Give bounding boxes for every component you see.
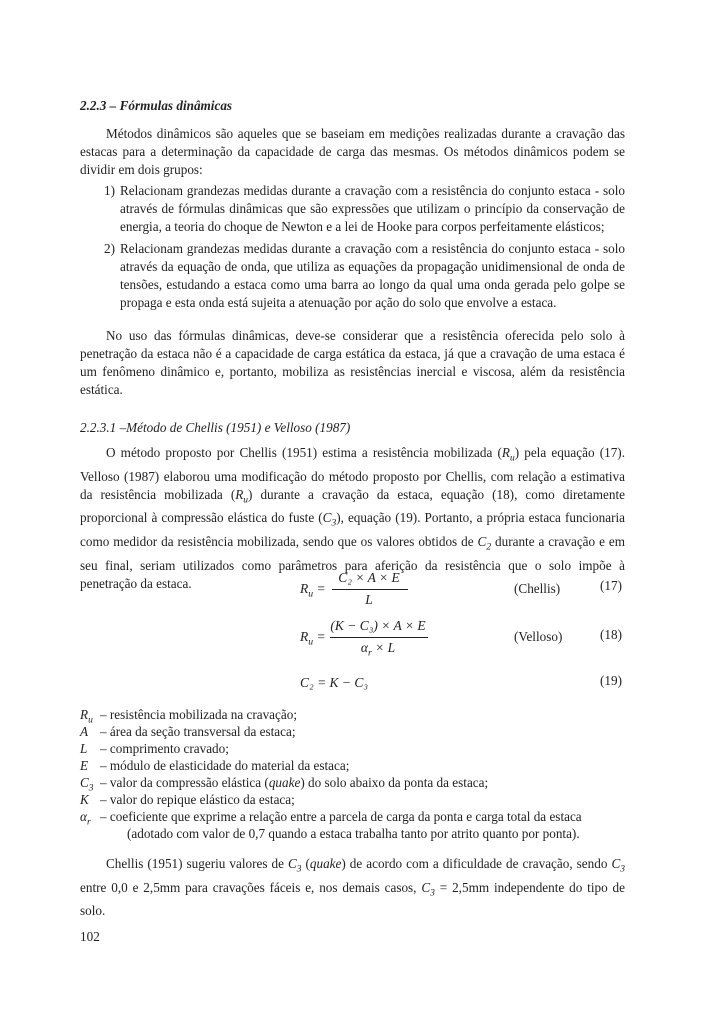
eq18-lhs: $R_u$ = — [300, 629, 326, 648]
definition-item — [80, 774, 625, 794]
quake-term: quake — [309, 856, 342, 871]
list-item-number: 2) — [104, 241, 115, 256]
symbol-c3: $C_3$ — [322, 510, 337, 529]
text-run: ), equação (19). Portanto, a própria estaca funcionaria como medidor da resistência mobilizada, sendo que os valores obtidos de — [80, 510, 625, 549]
eq18-denominator: $\alpha_r \times L$ — [360, 640, 396, 659]
intro-paragraph: Métodos dinâmicos são aqueles que se baseiam em medições realizadas durante a cravação das estacas para a determinação da capacidade de carga das mesmas. Os métodos dinâmicos podem se dividir em dois grupos: — [80, 126, 625, 177]
definition-text: – comprimento cravado; — [100, 741, 229, 756]
eq18-numerator: (K − C₃) × A × E — [330, 618, 426, 633]
eq19-number: (19) — [600, 673, 622, 688]
list-item-number: 1) — [104, 183, 115, 198]
text-run: O método proposto por Chellis (1951) estima a resistência mobilizada ( — [106, 445, 502, 460]
text-run: entre 0,0 e 2,5mm para cravações fáceis e, nos demais casos, — [80, 879, 422, 895]
quake-term: quake — [268, 775, 301, 790]
eq17-fraction-line — [332, 589, 408, 590]
eq17-denominator: L — [365, 592, 373, 607]
section-heading: 2.2.3 – Fórmulas dinâmicas — [80, 98, 233, 113]
definition-symbol: E — [80, 758, 89, 773]
symbol-c3: $C_3$ — [611, 856, 625, 875]
list-item-text: Relacionam grandezas medidas durante a cravação com a resistência do conjunto estaca - solo através da equação de onda, que utiliza as equações da propagação unidimensional de onda de tensões, estudando a estaca como uma barra ao longo da qual uma onda gerada pelo golpe se propaga e esta onda está sujeita a atenuação por ação do solo que envolve a estaca. — [120, 241, 625, 310]
subsection-heading: 2.2.3.1 –Método de Chellis (1951) e Velloso (1987) — [80, 420, 351, 435]
definition-text: – resistência mobilizada na cravação; — [100, 707, 297, 722]
definition-text: – valor da compressão elástica ( — [100, 775, 269, 790]
list-item-text: Relacionam grandezas medidas durante a cravação com a resistência do conjunto estaca - solo através de fórmulas dinâmicas que são expressões que utilizam o princípio da conservação de energia, a teoria do choque de Newton e a lei de Hooke para corpos perfeitamente elásticos; — [120, 183, 625, 234]
text-run: durante a cravação e em seu final, seriam utilizados como parâmetros para aferição da resistência que o solo impõe à penetração da estaca. — [80, 533, 625, 591]
closing-paragraph — [80, 855, 625, 920]
definition-item — [80, 791, 625, 808]
definition-text: – valor do repique elástico da estaca; — [100, 792, 295, 807]
page-number: 102 — [80, 929, 100, 944]
symbol-c2: $C_2$ — [477, 533, 492, 553]
groups-list — [104, 182, 625, 312]
eq18-name: (Velloso) — [514, 629, 563, 644]
definition-text: – área da seção transversal da estaca; — [100, 724, 296, 739]
text-run: ( — [301, 856, 310, 871]
eq17-name: (Chellis) — [514, 581, 561, 596]
definition-symbol: $R_u$ — [80, 707, 93, 726]
text-run: = 2,5mm independente do tipo de solo. — [80, 879, 626, 919]
symbol-ru: $R_u$ — [235, 486, 249, 506]
definition-text: – coeficiente que exprime a relação entre a parcela de carga da ponta e carga total da estaca — [100, 809, 582, 824]
dynamic-formulas-paragraph: No uso das fórmulas dinâmicas, deve-se considerar que a resistência oferecida pelo solo à penetração da estaca não é a capacidade de carga estática da estaca, já que a cravação de uma estaca é um fenômeno dinâmico e, portanto, mobiliza as resistências inercial e viscosa, além da resistência estática. — [80, 328, 625, 397]
symbol-c3: $C_3$ — [287, 856, 302, 875]
eq17-number: (17) — [600, 578, 622, 593]
symbol-c3: $C_3$ — [421, 879, 435, 899]
definition-item — [80, 706, 625, 726]
definition-symbol: L — [80, 741, 88, 756]
list-item — [104, 240, 625, 312]
definition-text: ) do solo abaixo da ponta da estaca; — [300, 775, 489, 790]
definition-symbol: A — [80, 724, 89, 739]
definition-symbol: K — [80, 792, 89, 807]
eq18-number: (18) — [600, 627, 622, 642]
list-item — [104, 182, 625, 236]
definition-item — [80, 723, 625, 740]
symbol-definitions — [80, 706, 625, 842]
eq18-fraction-line — [330, 637, 428, 638]
definition-text: – módulo de elasticidade do material da estaca; — [100, 758, 350, 773]
text-run: ) durante a cravação da estaca, equação (18), como diretamente proporcional à compressão elástica do fuste ( — [80, 486, 625, 526]
definition-item — [80, 808, 625, 842]
eq17-lhs: $R_u$ = — [300, 581, 326, 600]
text-run: Chellis (1951) sugeriu valores de — [106, 856, 288, 871]
definition-item — [80, 740, 625, 757]
symbol-ru: $R_u$ — [501, 445, 515, 464]
definition-symbol: $\alpha_r$ — [80, 809, 91, 828]
text-run: ) de acordo com a dificuldade de cravação, sendo — [341, 856, 612, 871]
eq19-expression: C₂ = K − C₃ — [300, 675, 369, 690]
eq17-numerator: C₂ × A × E — [338, 570, 400, 585]
definition-symbol: $C_3$ — [80, 775, 94, 794]
definition-text-continued: (adotado com valor de 0,7 quando a estaca trabalha tanto por atrito quanto por ponta). — [127, 826, 580, 841]
definition-item — [80, 757, 625, 774]
text-run: ) pela equação (17). Velloso (1987) elaborou uma modificação do método proposto por Chellis, com relação a estimativa da resistência mobilizada ( — [80, 445, 625, 502]
